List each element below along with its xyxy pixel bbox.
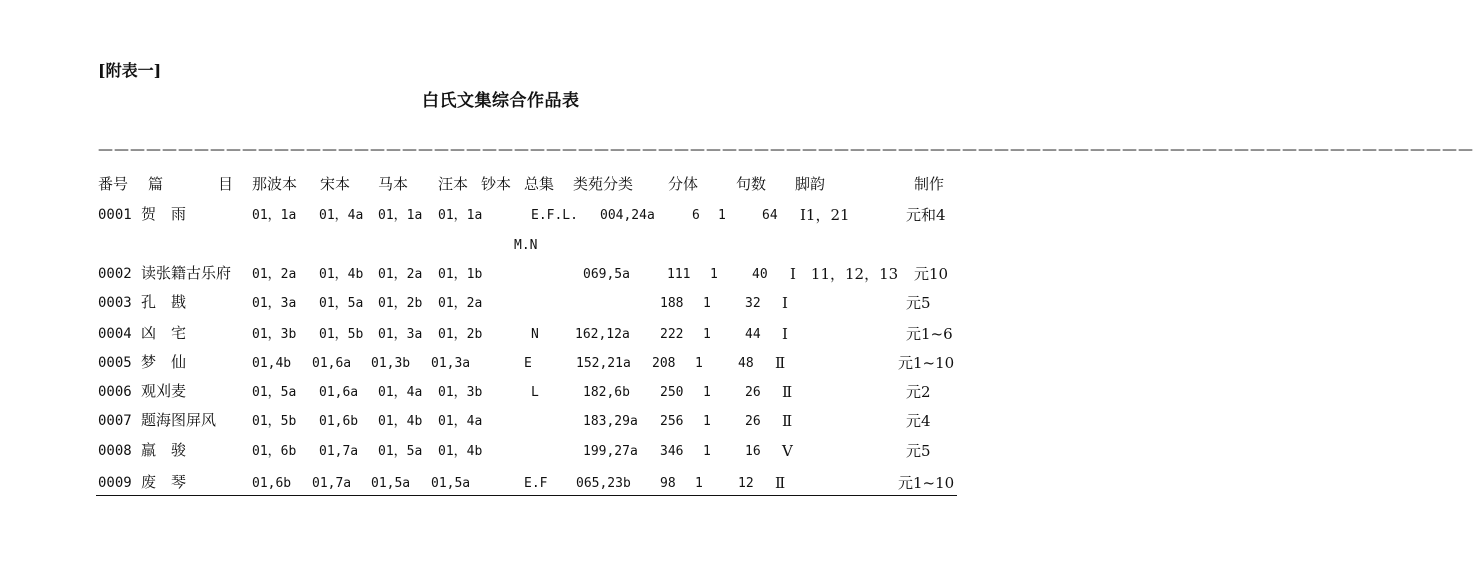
row-song: 01，4a bbox=[319, 208, 364, 223]
row-nabo: 01，3b bbox=[252, 327, 297, 342]
row-song: 01,7a bbox=[319, 444, 359, 459]
row-jiaoyun: Ⅰ1，21 bbox=[800, 206, 850, 224]
row-zongji: E.F.L. bbox=[531, 208, 578, 223]
row-title: 孔 戡 bbox=[141, 293, 187, 311]
row-zhizuo: 元2 bbox=[906, 383, 931, 401]
row-jushu: 44 bbox=[745, 327, 761, 342]
row-title: 羸 骏 bbox=[141, 441, 187, 459]
row-jushu: 64 bbox=[762, 208, 778, 223]
dashed-rule: —————————————————————————————————————————————————————————————————————————————————————— bbox=[98, 140, 1474, 158]
row-ma: 01，1a bbox=[378, 208, 423, 223]
table-bottom-rule bbox=[96, 495, 957, 496]
row-jiaoyun: Ⅰ bbox=[782, 294, 788, 312]
row-song: 01,7a bbox=[312, 476, 352, 491]
row-nabo: 01，1a bbox=[252, 208, 297, 223]
row-nabo: 01,4b bbox=[252, 356, 292, 371]
appendix-label: [附表一] bbox=[98, 61, 162, 80]
row-title: 贺 雨 bbox=[141, 205, 187, 223]
row-no: 0004 bbox=[98, 326, 132, 342]
row-jiaoyun: Ⅱ bbox=[782, 383, 793, 401]
row-fenti-b: 1 bbox=[718, 208, 726, 223]
row-no: 0001 bbox=[98, 207, 132, 223]
row-jushu: 32 bbox=[745, 296, 761, 311]
row-ma: 01，2a bbox=[378, 267, 423, 282]
row-no: 0006 bbox=[98, 384, 132, 400]
row-title: 观刈麦 bbox=[141, 382, 187, 400]
row-title: 题海图屏风 bbox=[141, 411, 217, 429]
row-song: 01,6a bbox=[319, 385, 359, 400]
row-fenti-b: 1 bbox=[695, 356, 703, 371]
header-ma: 马本 bbox=[378, 175, 409, 193]
row-ma: 01，2b bbox=[378, 296, 423, 311]
row-title: 读张籍古乐府 bbox=[141, 264, 232, 282]
row-zongji: N bbox=[531, 327, 539, 342]
row-nabo: 01,6b bbox=[252, 476, 292, 491]
header-zhizuo: 制作 bbox=[914, 175, 945, 193]
row-zongji: E.F bbox=[524, 476, 548, 491]
row-jushu: 12 bbox=[738, 476, 754, 491]
row-jushu: 16 bbox=[745, 444, 761, 459]
row-wang: 01，1b bbox=[438, 267, 483, 282]
row-title: 梦 仙 bbox=[141, 353, 187, 371]
row-no: 0002 bbox=[98, 266, 132, 282]
row-leiyuan: 065,23b bbox=[576, 476, 631, 491]
row-leiyuan: 199,27a bbox=[583, 444, 638, 459]
row-fenti-a: 346 bbox=[660, 444, 684, 459]
row-no: 0009 bbox=[98, 475, 132, 491]
header-fenti: 分体 bbox=[668, 175, 699, 193]
row-nabo: 01，5a bbox=[252, 385, 297, 400]
row-song: 01，5a bbox=[319, 296, 364, 311]
row-leiyuan: 152,21a bbox=[576, 356, 631, 371]
row-wang: 01,3a bbox=[431, 356, 471, 371]
row-fenti-a: 188 bbox=[660, 296, 684, 311]
row-nabo: 01，2a bbox=[252, 267, 297, 282]
header-title-b: 目 bbox=[218, 175, 234, 193]
row-fenti-b: 1 bbox=[695, 476, 703, 491]
row-zongji: E bbox=[524, 356, 532, 371]
row-zhizuo: 元4 bbox=[906, 412, 931, 430]
row-ma: 01,5a bbox=[371, 476, 411, 491]
row-zongji: L bbox=[531, 385, 539, 400]
row-fenti-b: 1 bbox=[703, 385, 711, 400]
row-jiaoyun: Ⅱ bbox=[775, 474, 786, 492]
row-jiaoyun: Ⅰ bbox=[782, 325, 788, 343]
row-ma: 01，5a bbox=[378, 444, 423, 459]
row-wang: 01,5a bbox=[431, 476, 471, 491]
row-leiyuan: 004,24a bbox=[600, 208, 655, 223]
row-wang: 01，4a bbox=[438, 414, 483, 429]
row-song: 01,6b bbox=[319, 414, 359, 429]
row-fenti-b: 1 bbox=[703, 444, 711, 459]
row-no: 0005 bbox=[98, 355, 132, 371]
row-zhizuo: 元1~10 bbox=[898, 474, 955, 492]
row-nabo: 01，6b bbox=[252, 444, 297, 459]
row-zhizuo: 元1~6 bbox=[906, 325, 953, 343]
header-zongji: 总集 bbox=[524, 175, 555, 193]
row-title: 废 琴 bbox=[141, 473, 187, 491]
row-fenti-a: 256 bbox=[660, 414, 684, 429]
row-jushu: 40 bbox=[752, 267, 768, 282]
row-fenti-b: 1 bbox=[710, 267, 718, 282]
header-chao: 钞本 bbox=[481, 175, 512, 193]
row-fenti-b: 1 bbox=[703, 414, 711, 429]
row-zhizuo: 元5 bbox=[906, 294, 931, 312]
row-fenti-a: 111 bbox=[667, 267, 691, 282]
row-jiaoyun: Ⅱ bbox=[782, 412, 793, 430]
row-title: 凶 宅 bbox=[141, 324, 187, 342]
row-fenti-b: 1 bbox=[703, 296, 711, 311]
header-song: 宋本 bbox=[320, 175, 351, 193]
row-wang: 01，3b bbox=[438, 385, 483, 400]
row-song: 01，5b bbox=[319, 327, 364, 342]
row-nabo: 01，3a bbox=[252, 296, 297, 311]
row-jushu: 26 bbox=[745, 385, 761, 400]
row-wang: 01，4b bbox=[438, 444, 483, 459]
row-song: 01，4b bbox=[319, 267, 364, 282]
row-wang: 01，2b bbox=[438, 327, 483, 342]
row-zhizuo: 元10 bbox=[914, 265, 949, 283]
row-leiyuan: 182,6b bbox=[583, 385, 630, 400]
row-no: 0007 bbox=[98, 413, 132, 429]
row-ma: 01，4b bbox=[378, 414, 423, 429]
header-jushu: 句数 bbox=[736, 175, 767, 193]
row-wang: 01，2a bbox=[438, 296, 483, 311]
header-jiaoyun: 脚韵 bbox=[795, 175, 826, 193]
header-wang: 汪本 bbox=[438, 175, 469, 193]
header-nabo: 那波本 bbox=[252, 175, 298, 193]
row-fenti-a: 250 bbox=[660, 385, 684, 400]
row-jiaoyun: Ⅰ 11，12，13 bbox=[790, 265, 899, 283]
row-jiaoyun: Ⅴ bbox=[782, 442, 793, 460]
header-no: 番号 bbox=[98, 175, 129, 193]
row-fenti-a: 98 bbox=[660, 476, 676, 491]
row-jushu: 48 bbox=[738, 356, 754, 371]
row-leiyuan: 162,12a bbox=[575, 327, 630, 342]
row-zhizuo: 元1~10 bbox=[898, 354, 955, 372]
row-ma: 01，3a bbox=[378, 327, 423, 342]
header-leiyuan: 类苑分类 bbox=[573, 175, 634, 193]
header-title-a: 篇 bbox=[148, 175, 164, 193]
row-fenti-b: 1 bbox=[703, 327, 711, 342]
row-ma: 01，4a bbox=[378, 385, 423, 400]
row-fenti-a: 208 bbox=[652, 356, 676, 371]
row-no: 0003 bbox=[98, 295, 132, 311]
row-jiaoyun: Ⅱ bbox=[775, 354, 786, 372]
row-no: 0008 bbox=[98, 443, 132, 459]
row-zhizuo: 元5 bbox=[906, 442, 931, 460]
table-title: 白氏文集综合作品表 bbox=[422, 91, 580, 111]
row-fenti-a: 6 bbox=[692, 208, 700, 223]
row-leiyuan: 069,5a bbox=[583, 267, 630, 282]
row-nabo: 01，5b bbox=[252, 414, 297, 429]
row-zhizuo: 元和4 bbox=[906, 206, 946, 224]
row-ma: 01,3b bbox=[371, 356, 411, 371]
row-zongji-cont: M.N bbox=[514, 238, 538, 253]
row-song: 01,6a bbox=[312, 356, 352, 371]
row-fenti-a: 222 bbox=[660, 327, 684, 342]
row-jushu: 26 bbox=[745, 414, 761, 429]
row-leiyuan: 183,29a bbox=[583, 414, 638, 429]
row-wang: 01，1a bbox=[438, 208, 483, 223]
